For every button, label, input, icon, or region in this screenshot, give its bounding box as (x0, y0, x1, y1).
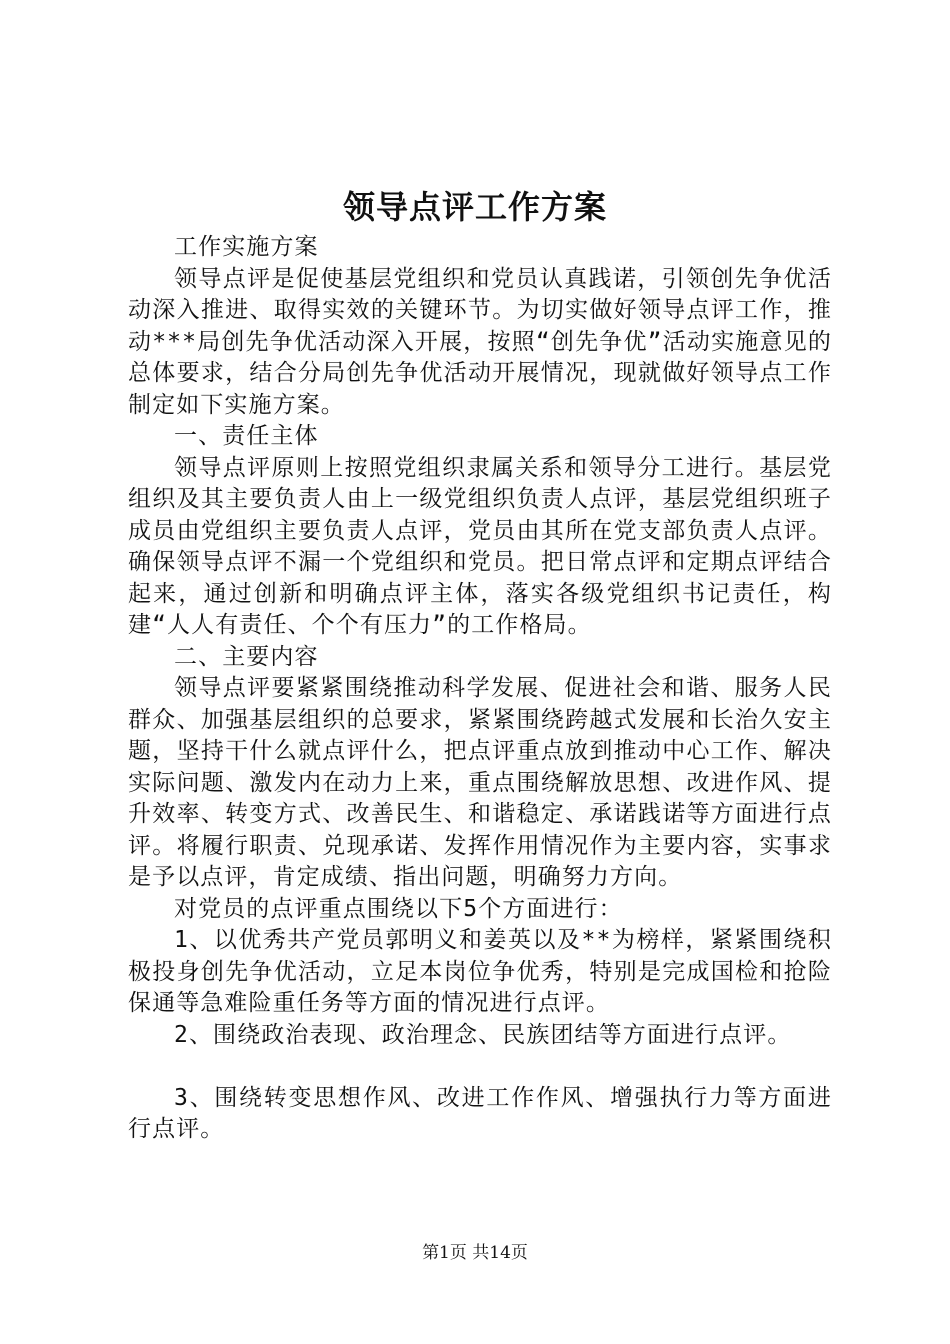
section-heading-responsibility: 一、责任主体 (174, 423, 319, 449)
list-item-2: 2、围绕政治表现、政治理念、民族团结等方面进行点评。 (174, 1021, 792, 1048)
list-item-3: 3、围绕转变思想作风、改进工作作风、增强执行力等方面进行点评。 (128, 1084, 832, 1142)
paragraph-content: 领导点评要紧紧围绕推动科学发展、促进社会和谐、服务人民群众、加强基层组织的总要求，紧紧围绕跨越式发展和长治久安主题，坚持干什么就点评什么，把点评重点放到推动中心工作、解决实际问题、激发内在动力上来，重点围绕解放思想、改进作风、提升效率、转变方式、改善民生、和谐稳定、承诺践诺等方面进行点评。将履行职责、兑现承诺、发挥作用情况作为主要内容，实事求是予以点评，肯定成绩、指出问题，明确努力方向。 (128, 675, 832, 890)
list-item-1: 1、以优秀共产党员郭明义和姜英以及**为榜样，紧紧围绕积极投身创先争优活动，立足本岗位争优秀，特别是完成国检和抢险保通等急难险重任务等方面的情况进行点评。 (128, 927, 832, 1016)
paragraph-responsibility: 领导点评原则上按照党组织隶属关系和领导分工进行。基层党组织及其主要负责人由上一级党组织负责人点评，基层党组织班子成员由党组织主要负责人点评，党员由其所在党支部负责人点评。确保领导点评不漏一个党组织和党员。把日常点评和定期点评结合起来，通过创新和明确点评主体，落实各级党组织书记责任，构建“人人有责任、个个有压力”的工作格局。 (128, 454, 832, 638)
document-body (128, 232, 832, 1146)
page-number: 第1页 共14页 (422, 1243, 528, 1263)
document-title: 领导点评工作方案 (342, 188, 607, 226)
paragraph-intro: 领导点评是促使基层党组织和党员认真践诺，引领创先争优活动深入推进、取得实效的关键环节。为切实做好领导点评工作，推动***局创先争优活动深入开展，按照“创先争优”活动实施意见的总体要求，结合分局创先争优活动开展情况，现就做好领导点工作制定如下实施方案。 (128, 265, 832, 418)
paragraph-heading-implementation: 工作实施方案 (174, 234, 319, 260)
section-heading-content: 二、主要内容 (174, 643, 319, 670)
paragraph-member-review-intro: 对党员的点评重点围绕以下5个方面进行： (174, 895, 623, 922)
